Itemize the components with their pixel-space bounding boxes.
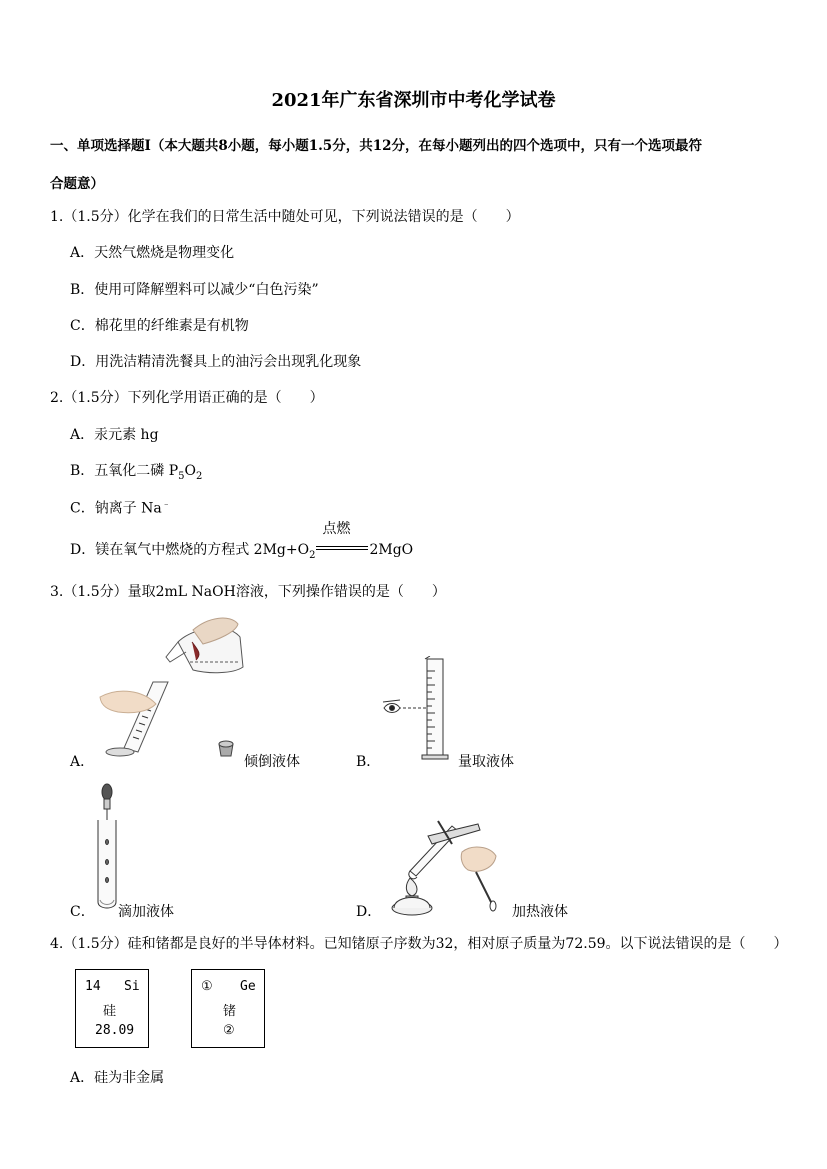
element-number: 14 (85, 979, 101, 994)
question-2-option-b (70, 460, 202, 482)
option-b-sub1: 5 (178, 470, 185, 482)
option-d-sub: 2 (309, 549, 316, 561)
reaction-arrow (316, 521, 368, 554)
question-3-option-c-letter: C． (70, 904, 95, 920)
question-3-stem: 3.（1.5分）量取2mL NaOH溶液，下列操作错误的是（ ） (50, 584, 446, 600)
bottle-stopper-icon (215, 738, 237, 760)
option-d-prefix: D．镁在氧气中燃烧的方程式 2Mg+O (70, 542, 310, 558)
question-2-option-d (70, 521, 414, 561)
question-2-stem: 2.（1.5分）下列化学用语正确的是（ ） (50, 390, 324, 406)
question-3-option-c-caption: 滴加液体 (118, 904, 174, 920)
question-3-option-d-caption: 加热液体 (512, 904, 568, 920)
element-card-silicon (75, 969, 149, 1048)
element-name: 硅 (103, 1004, 117, 1019)
element-symbol: Ge (240, 979, 256, 994)
question-3-option-b-caption: 量取液体 (458, 754, 514, 770)
element-number: ① (201, 979, 213, 994)
question-3-option-a-letter: A． (70, 754, 95, 770)
question-1-option-c: C．棉花里的纤维素是有机物 (70, 318, 249, 334)
section-heading-line1: 一、单项选择题Ⅰ（本大题共8小题，每小题1.5分，共12分，在每小题列出的四个选项中，只有一个选项最符 (50, 138, 702, 154)
option-d-product: 2MgO (369, 542, 414, 558)
question-4-option-a: A．硅为非金属 (70, 1070, 165, 1086)
element-card-germanium (191, 969, 265, 1048)
reaction-condition: 点燃 (322, 521, 351, 537)
option-b-sub2: 2 (196, 470, 203, 482)
question-3-option-a-caption: 倾倒液体 (244, 754, 300, 770)
element-name: 锗 (223, 1004, 237, 1019)
element-mass: ② (223, 1023, 235, 1038)
section-heading-line2: 合题意） (50, 176, 104, 192)
question-1-option-a: A．天然气燃烧是物理变化 (70, 245, 235, 261)
question-1-option-b: B．使用可降解塑料可以减少“白色污染” (70, 282, 319, 298)
question-4-stem: 4.（1.5分）硅和锗都是良好的半导体材料。已知锗原子序数为32，相对原子质量为72.59。以下说法错误的是（ ） (50, 936, 788, 952)
dropper-test-tube-illustration (96, 782, 118, 914)
question-2-option-c (70, 497, 171, 518)
question-2-option-a: A．汞元素 hg (70, 427, 159, 443)
element-symbol: Si (124, 979, 140, 994)
option-b-prefix: B．五氧化二磷 P (70, 463, 179, 479)
option-c-text: C．钠离子 Na (70, 500, 162, 517)
question-3-option-b-letter: B． (356, 754, 381, 770)
heating-liquid-illustration (380, 816, 510, 916)
element-mass: 28.09 (95, 1023, 135, 1038)
reading-cylinder-illustration (380, 656, 460, 764)
question-3-option-d-letter: D． (356, 904, 382, 920)
question-1-stem: 1.（1.5分）化学在我们的日常生活中随处可见，下列说法错误的是（ ） (50, 209, 520, 225)
page-title: 2021年广东省深圳市中考化学试卷 (271, 90, 556, 111)
option-c-charge: ﹣ (161, 500, 171, 510)
question-1-option-d: D．用洗洁精清洗餐具上的油污会出现乳化现象 (70, 354, 362, 370)
option-b-mid: O (184, 463, 197, 479)
